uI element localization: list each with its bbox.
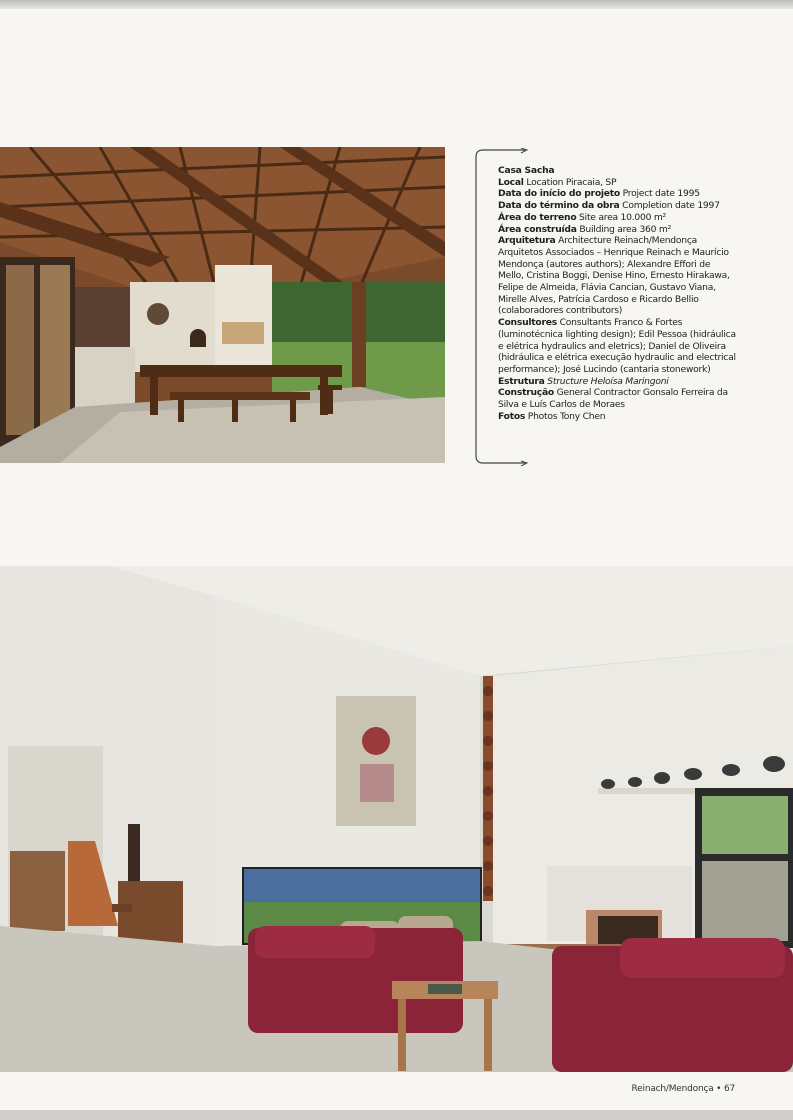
credit-value: Building area 360 m² <box>576 223 672 235</box>
credit-value: Mendonça (autores authors); Alexandre Effori de <box>498 258 711 270</box>
credit-line <box>498 188 748 200</box>
credit-value: Architecture Reinach/Mendonça <box>555 235 697 247</box>
credit-line <box>498 259 748 271</box>
credit-label: Fotos <box>498 410 526 422</box>
project-credits <box>473 148 743 466</box>
credit-line <box>498 352 748 364</box>
credit-value: Mirelle Alves, Patrícia Cardoso e Ricardo Bellio <box>498 293 699 305</box>
credit-line <box>498 305 748 317</box>
credit-value: Completion date 1997 <box>619 200 720 212</box>
credit-value: Site area 10.000 m² <box>576 211 666 223</box>
credit-line <box>498 235 748 247</box>
credit-label: Área construída <box>498 223 577 235</box>
credit-line <box>498 177 748 189</box>
credit-value: Photos Tony Chen <box>525 410 606 422</box>
credit-label: Casa Sacha <box>498 165 555 176</box>
credit-value: (luminotécnica lighting design); Edil Pessoa (hidráulica <box>498 328 736 340</box>
credit-line <box>498 387 748 399</box>
credit-line <box>498 270 748 282</box>
credit-value: Mello, Cristina Boggi, Denise Hino, Ernesto Hirakawa, <box>498 270 730 282</box>
credit-line <box>498 399 748 411</box>
credit-label: Consultores <box>498 317 557 329</box>
credit-value: Location Piracaia, SP <box>523 176 617 188</box>
credit-value: Project date 1995 <box>620 188 700 200</box>
credit-line <box>498 200 748 212</box>
credit-value: e elétrica hydraulics and eletrics); Daniel de Oliveira <box>498 340 726 352</box>
credits-text <box>498 165 748 422</box>
page-bottom-edge <box>0 1110 793 1120</box>
credit-line <box>498 317 748 329</box>
credit-label: Data do início do projeto <box>498 188 620 200</box>
credit-line <box>498 329 748 341</box>
credit-label: Data do término da obra <box>498 200 620 212</box>
credit-value: General Contractor Gonsalo Ferreira da <box>554 387 728 399</box>
credit-line <box>498 224 748 236</box>
veranda-photo <box>0 147 445 463</box>
credit-label: Local <box>498 176 524 188</box>
living-room-photo <box>0 566 793 1072</box>
credit-line <box>498 341 748 353</box>
credit-label: Estrutura <box>498 375 545 387</box>
page-footer: Reinach/Mendonça • 67 <box>631 1084 735 1094</box>
credit-line <box>498 376 748 388</box>
credit-line <box>498 282 748 294</box>
credit-italic: Structure Heloísa Maringoni <box>544 375 669 387</box>
credit-line <box>498 364 748 376</box>
credit-value: Felipe de Almeida, Flávia Cancian, Gustavo Viana, <box>498 282 716 294</box>
credit-label: Arquitetura <box>498 235 556 247</box>
page-top-edge <box>0 0 793 9</box>
credit-line <box>498 165 748 177</box>
credit-line <box>498 212 748 224</box>
credit-line <box>498 294 748 306</box>
credit-value: Silva e Luís Carlos de Moraes <box>498 399 625 411</box>
credit-value: (hidráulica e elétrica execução hydraulic and electrical <box>498 352 736 364</box>
credit-value: (colaboradores contributors) <box>498 305 623 317</box>
credit-line <box>498 411 748 423</box>
credit-label: Área do terreno <box>498 211 577 223</box>
credit-line <box>498 247 748 259</box>
credit-value: Consultants Franco & Fortes <box>556 317 683 329</box>
credit-label: Construção <box>498 387 554 399</box>
credit-value: performance); José Lucindo (cantaria stonework) <box>498 363 711 375</box>
credit-value: Arquitetos Associados – Henrique Reinach e Maurício <box>498 246 729 258</box>
